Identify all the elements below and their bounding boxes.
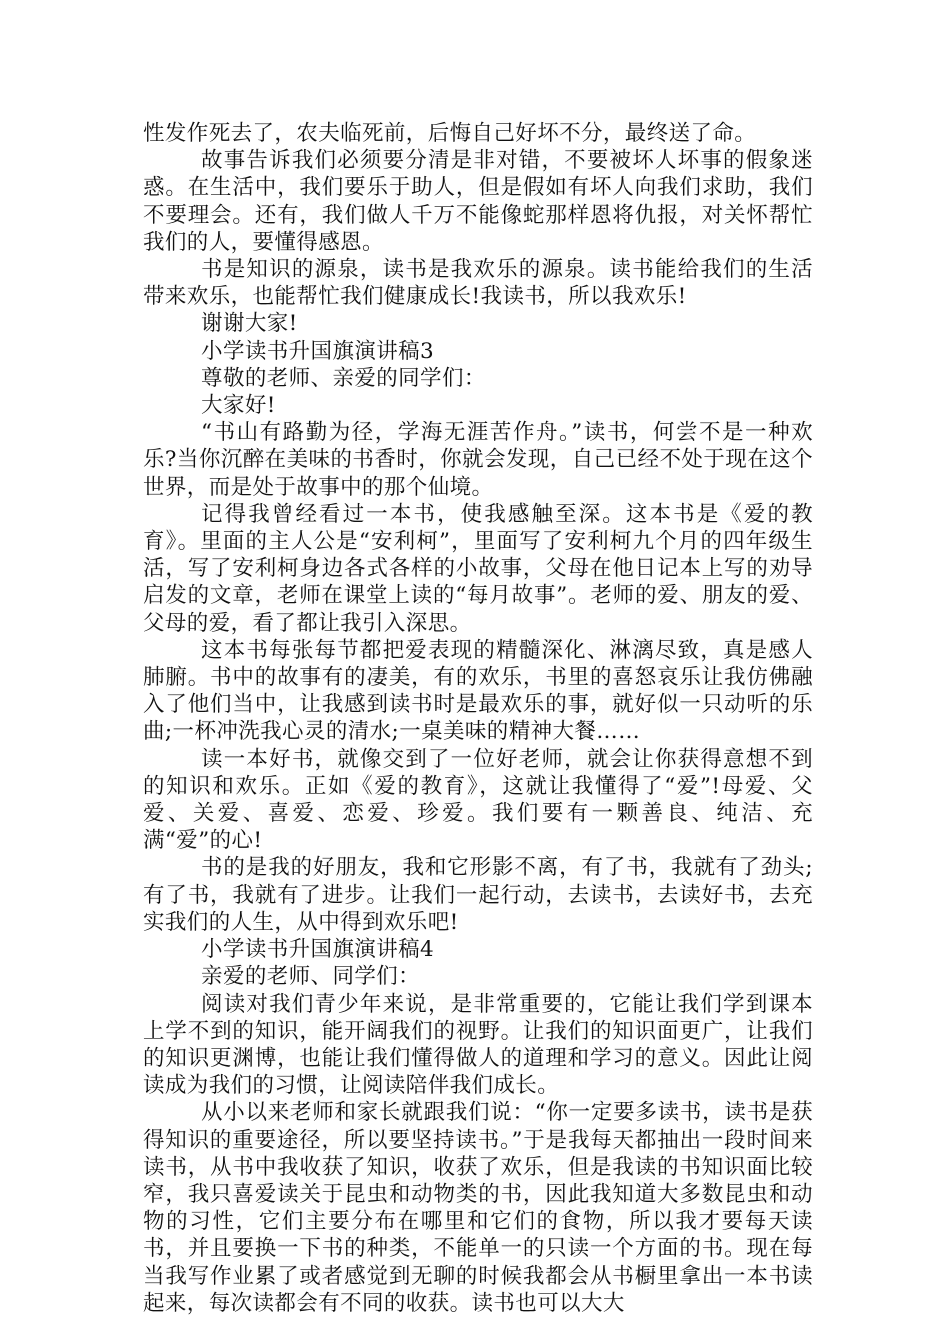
body-text <box>143 120 813 1317</box>
paragraph: 读一本好书，就像交到了一位好老师，就会让你获得意想不到的知识和欢乐。正如《爱的教育》，这就让我懂得了“爱”!母爱、父爱、关爱、喜爱、恋爱、珍爱。我们要有一颗善良、纯洁、充满“爱”的心! <box>143 746 813 854</box>
paragraph: 阅读对我们青少年来说，是非常重要的，它能让我们学到课本上学不到的知识，能开阔我们的视野。让我们的知识面更广，让我们的知识更渊博，也能让我们懂得做人的道理和学习的意义。因此让阅读成为我们的习惯，让阅读陪伴我们成长。 <box>143 991 813 1099</box>
paragraph: 这本书每张每节都把爱表现的精髓深化、淋漓尽致，真是感人肺腑。书中的故事有的凄美，有的欢乐，书里的喜怒哀乐让我仿佛融入了他们当中，让我感到读书时是最欢乐的事，就好似一只动听的乐曲;一杯冲洗我心灵的清水;一桌美味的精神大餐…… <box>143 637 813 745</box>
paragraph: 亲爱的老师、同学们： <box>201 964 421 990</box>
paragraph: 故事告诉我们必须要分清是非对错，不要被坏人坏事的假象迷惑。在生活中，我们要乐于助人，但是假如有坏人向我们求助，我们不要理会。还有，我们做人千万不能像蛇那样恩将仇报，对关怀帮忙我们的人，要懂得感恩。 <box>143 148 813 255</box>
paragraph: 性发作死去了，农夫临死前，后悔自己好坏不分，最终送了命。 <box>143 121 757 146</box>
paragraph: 书的是我的好朋友，我和它形影不离，有了书，我就有了劲头;有了书，我就有了进步。让我们一起行动，去读书，去读好书，去充实我们的人生，从中得到欢乐吧! <box>143 855 813 935</box>
paragraph: 小学读书升国旗演讲稿3 <box>201 338 435 364</box>
paragraph: 谢谢大家! <box>201 311 298 337</box>
paragraph: 大家好! <box>201 393 276 419</box>
paragraph: 从小以来老师和家长就跟我们说：“你一定要多读书，读书是获得知识的重要途径，所以要坚持读书。”于是我每天都抽出一段时间来读书，从书中我收获了知识，收获了欢乐，但是我读的书知识面比较窄，我只喜爱读关于昆虫和动物类的书，因此我知道大多数昆虫和动物的习性，它们主要分布在哪里和它们的食物，所以我才要每天读书，并且要换一下书的种类，不能单一的只读一个方面的书。现在每当我写作业累了或者感觉到无聊的时候我都会从书橱里拿出一本书读起来，每次读都会有不同的收获。读书也可以大大 <box>143 1100 813 1316</box>
paragraph: “书山有路勤为径，学海无涯苦作舟。”读书，何尝不是一种欢乐?当你沉醉在美味的书香时，你就会发现，自己已经不处于现在这个世界，而是处于故事中的那个仙境。 <box>143 420 813 500</box>
paragraph: 记得我曾经看过一本书，使我感触至深。这本书是《爱的教育》。里面的主人公是“安利柯”，里面写了安利柯九个月的四年级生活，写了安利柯身边各式各样的小故事，父母在他日记本上写的劝导启发的文章，老师在课堂上读的“每月故事”。老师的爱、朋友的爱、父母的爱，看了都让我引入深思。 <box>143 501 813 636</box>
paragraph: 小学读书升国旗演讲稿4 <box>201 937 435 963</box>
paragraph: 书是知识的源泉，读书是我欢乐的源泉。读书能给我们的生活带来欢乐，也能帮忙我们健康成长!我读书，所以我欢乐! <box>143 257 813 310</box>
paragraph: 尊敬的老师、亲爱的同学们： <box>201 365 486 391</box>
